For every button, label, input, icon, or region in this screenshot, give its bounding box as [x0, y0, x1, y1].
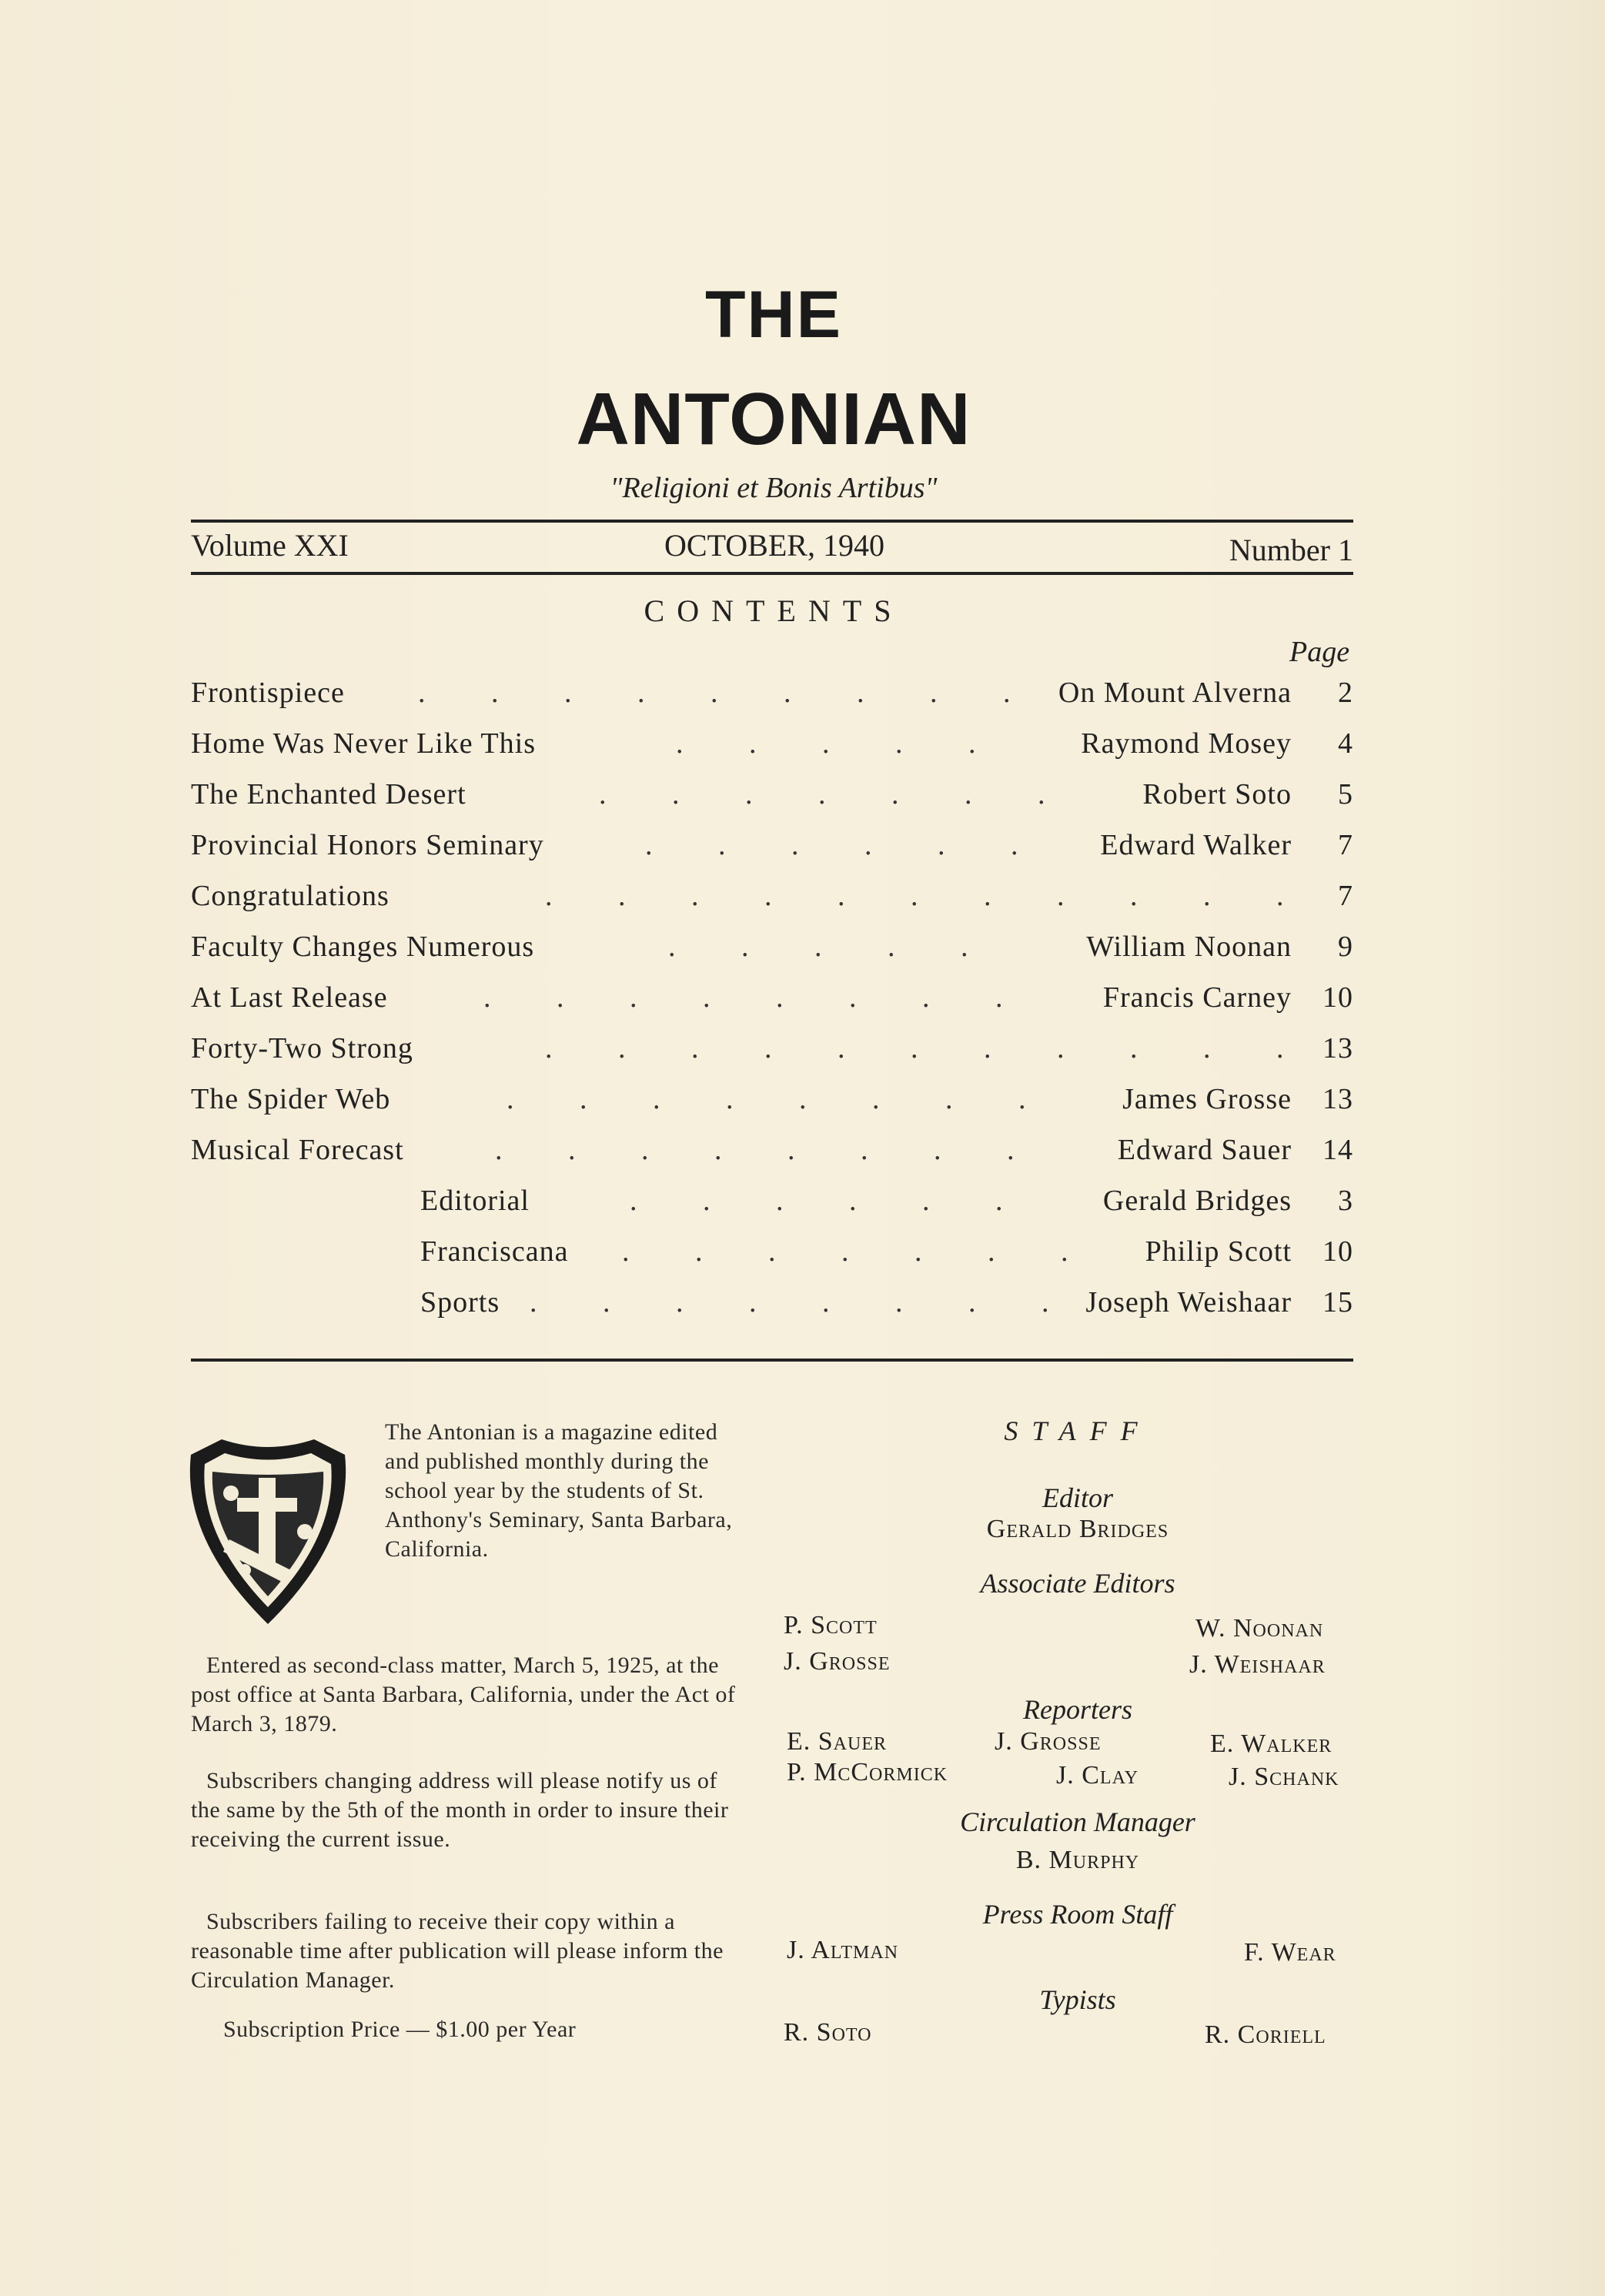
issue-info-row	[191, 527, 1353, 570]
toc-author: Robert Soto	[1142, 778, 1292, 810]
staff-heading: STAFF	[1004, 1415, 1152, 1446]
toc-row	[191, 828, 1353, 874]
circulation-name: B. Murphy	[1015, 1846, 1140, 1874]
toc-page: 10	[1322, 1235, 1353, 1268]
issue-date: OCTOBER, 1940	[664, 528, 884, 563]
toc-page: 14	[1322, 1134, 1353, 1166]
toc-row	[191, 727, 1353, 773]
contents-heading: CONTENTS	[644, 593, 904, 628]
editor-name: Gerald Bridges	[986, 1515, 1169, 1543]
address-notice: Subscribers changing address will please notify us of the same by the 5th of the month in order to insure their receiving the current issue.	[191, 1768, 729, 1852]
seminary-crest-icon	[176, 1424, 360, 1632]
toc-row	[191, 1285, 1353, 1332]
editor-label: Editor	[1042, 1482, 1113, 1513]
staff-name: J. Weishaar	[1189, 1650, 1326, 1679]
staff-name: E. Walker	[1210, 1730, 1332, 1758]
delivery-notice: Subscribers failing to receive their copy within a reasonable time after publication will please inform the Circulation Manager.	[191, 1909, 724, 1993]
toc-title: Frontispiece	[191, 677, 345, 709]
toc-page: 13	[1322, 1083, 1353, 1115]
toc-page: 7	[1338, 829, 1353, 861]
staff-name: J. Grosse	[995, 1727, 1102, 1756]
divider-rule	[191, 520, 1353, 523]
toc-title: At Last Release	[191, 981, 388, 1014]
toc-page: 4	[1338, 727, 1353, 760]
press-room-label: Press Room Staff	[982, 1899, 1173, 1930]
staff-name: P. McCormick	[787, 1758, 948, 1786]
toc-page: 5	[1338, 778, 1353, 810]
toc-title: Editorial	[420, 1185, 530, 1217]
toc-row	[191, 981, 1353, 1027]
toc-author: James Grosse	[1122, 1083, 1292, 1115]
toc-leader: . . . . . . . .	[483, 981, 1032, 1014]
subscription-price: Subscription Price — $1.00 per Year	[223, 2017, 577, 2042]
toc-title: Forty-Two Strong	[191, 1032, 413, 1064]
toc-page: 15	[1322, 1286, 1353, 1318]
toc-row	[191, 1133, 1353, 1179]
toc-leader: . . . . . .	[645, 829, 1048, 861]
masthead-the: THE	[705, 278, 842, 352]
toc-leader: . . . . . . .	[599, 778, 1075, 810]
toc-title: Provincial Honors Seminary	[191, 829, 544, 861]
motto: "Religioni et Bonis Artibus"	[610, 472, 938, 504]
toc-row	[191, 1031, 1353, 1078]
toc-leader: . . . . . . . .	[530, 1286, 1078, 1318]
toc-author: Raymond Mosey	[1081, 727, 1292, 760]
toc-leader: . . . . . .	[630, 1185, 1032, 1217]
toc-leader: . . . . . . . .	[495, 1134, 1044, 1166]
toc-page: 7	[1338, 880, 1353, 912]
toc-leader: . . . . .	[676, 727, 1005, 760]
toc-row	[191, 1235, 1353, 1281]
entered-notice: Entered as second-class matter, March 5, 1925, at the post office at Santa Barbara, California, under the Act of March 3, 1879.	[191, 1653, 736, 1736]
toc-row	[191, 1082, 1353, 1128]
staff-name: P. Scott	[784, 1611, 878, 1639]
toc-author: Francis Carney	[1102, 981, 1292, 1014]
toc-row	[191, 930, 1353, 976]
page-column-heading: Page	[1289, 636, 1350, 668]
magazine-intro: The Antonian is a magazine edited and published monthly during the school year by the students of St. Anthony's Seminary, Santa Barbara, California.	[385, 1419, 733, 1562]
masthead-title: ANTONIAN	[576, 378, 971, 460]
toc-author: Edward Sauer	[1117, 1134, 1292, 1166]
toc-page: 3	[1338, 1185, 1353, 1217]
staff-name: J. Clay	[1056, 1761, 1139, 1790]
staff-name: J. Grosse	[784, 1647, 891, 1676]
toc-row	[191, 777, 1353, 824]
typists-label: Typists	[1039, 1984, 1116, 2015]
toc-title: Sports	[420, 1286, 500, 1318]
toc-author: Edward Walker	[1100, 829, 1292, 861]
toc-leader: . . . . . . . .	[507, 1083, 1055, 1115]
toc-author: William Noonan	[1086, 931, 1292, 963]
toc-row	[191, 676, 1353, 722]
toc-title: The Enchanted Desert	[191, 778, 466, 810]
staff-name: R. Soto	[784, 2018, 872, 2047]
staff-name: R. Coriell	[1205, 2020, 1326, 2049]
toc-leader: . . . . .	[668, 931, 998, 963]
toc-leader: . . . . . . . . . . .	[545, 1032, 1313, 1064]
toc-title: Musical Forecast	[191, 1134, 404, 1166]
staff-name: J. Altman	[787, 1936, 899, 1964]
toc-leader: . . . . . . . . . . .	[545, 880, 1313, 912]
toc-title: Home Was Never Like This	[191, 727, 536, 760]
toc-row	[191, 879, 1353, 925]
toc-page: 10	[1322, 981, 1353, 1014]
toc-author: Philip Scott	[1145, 1235, 1292, 1268]
toc-author: On Mount Alverna	[1058, 677, 1292, 709]
toc-page: 2	[1338, 677, 1353, 709]
toc-page: 9	[1338, 931, 1353, 963]
toc-author: Joseph Weishaar	[1085, 1286, 1292, 1318]
divider-rule	[191, 1359, 1353, 1362]
associate-editors-label: Associate Editors	[980, 1568, 1175, 1599]
divider-rule	[191, 572, 1353, 575]
staff-name: E. Sauer	[787, 1727, 888, 1756]
toc-page: 13	[1322, 1032, 1353, 1064]
volume-label: Volume XXI	[191, 528, 349, 563]
staff-name: J. Schank	[1229, 1763, 1339, 1791]
toc-title: Franciscana	[420, 1235, 569, 1268]
toc-row	[191, 1184, 1353, 1230]
toc-leader: . . . . . . .	[622, 1235, 1098, 1268]
toc-title: Faculty Changes Numerous	[191, 931, 535, 963]
issue-number: Number 1	[1229, 533, 1353, 567]
staff-name: W. Noonan	[1195, 1614, 1324, 1643]
toc-author: Gerald Bridges	[1102, 1185, 1292, 1217]
toc-title: Congratulations	[191, 880, 390, 912]
staff-name: F. Wear	[1244, 1938, 1336, 1967]
toc-title: The Spider Web	[191, 1083, 391, 1115]
reporters-label: Reporters	[1023, 1694, 1132, 1725]
toc-leader: . . . . . . . . .	[418, 677, 1040, 709]
circulation-label: Circulation Manager	[960, 1806, 1195, 1837]
